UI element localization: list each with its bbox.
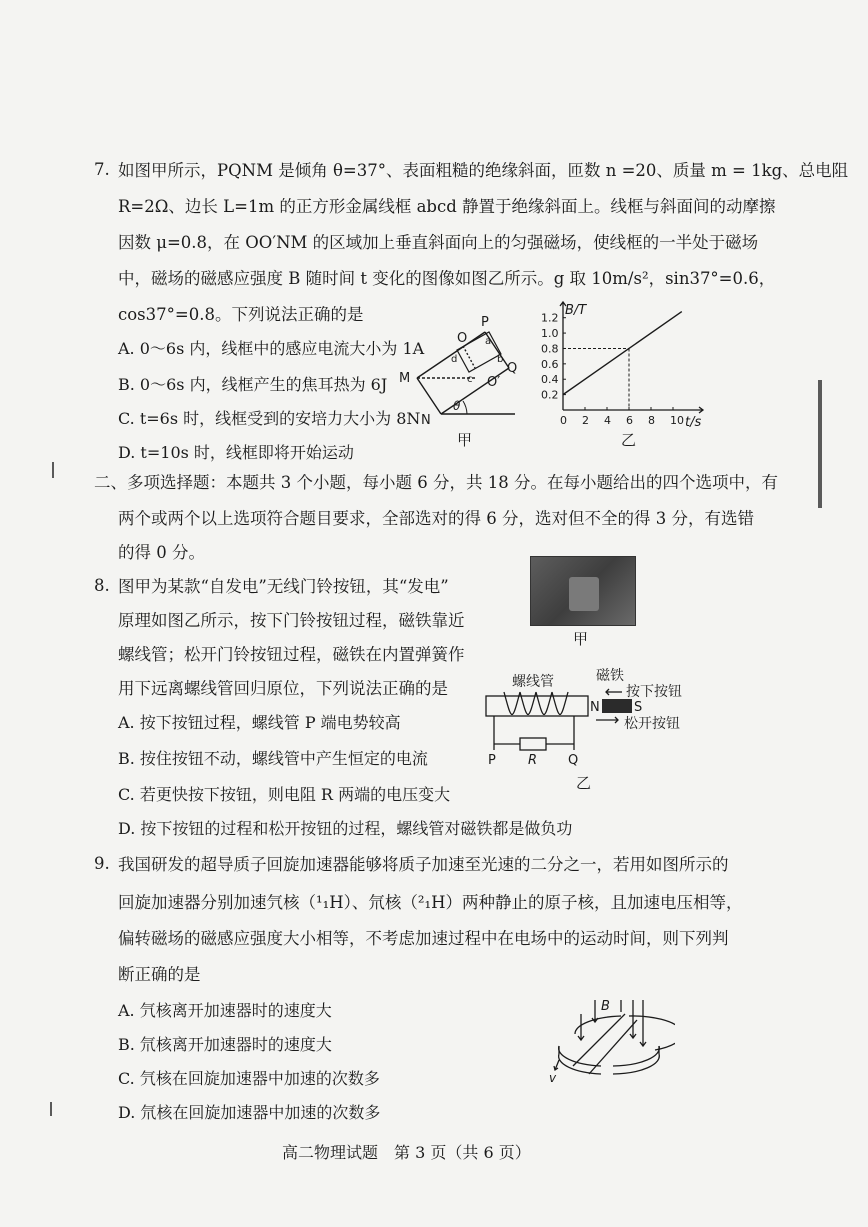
magnet-label: 磁铁 (596, 668, 624, 684)
figure-caption: 甲 (457, 431, 473, 449)
label-b: b (497, 354, 504, 365)
question-text-line: 中，磁场的磁感应强度 B 随时间 t 变化的图像如图乙所示。g 取 10m/s²，sin37°=0.6， (118, 269, 776, 288)
cyclotron-figure (545, 994, 675, 1090)
x-tick-label: 10 (670, 414, 684, 427)
label-theta: θ (453, 399, 461, 413)
magnet-body (602, 699, 632, 713)
question-text-line: 偏转磁场的磁感应强度大小相等，不考虑加速过程中在电场中的运动时间，则下列判 (118, 929, 729, 948)
series-line (563, 312, 682, 395)
question-text-line: 回旋加速器分别加速氕核（¹₁H）、氘核（²₁H）两种静止的原子核，且加速电压相等， (118, 893, 743, 912)
question-text-line: 断正确的是 (118, 965, 201, 984)
figure-caption: 甲 (573, 630, 589, 648)
x-tick-label: 0 (560, 414, 567, 427)
option-c: C. 若更快按下按钮，则电阻 R 两端的电压变大 (118, 785, 451, 804)
section-text-line: 两个或两个以上选项符合题目要求，全部选对的得 6 分，选对但不全的得 3 分，有选错 (118, 509, 754, 528)
question-text-line: 螺线管；松开门铃按钮过程，磁铁在内置弹簧作 (118, 645, 465, 664)
terminal-q-label: Q (568, 753, 579, 768)
option-d: D. t=10s 时，线框即将开始运动 (118, 443, 354, 462)
terminal-p-label: P (488, 753, 496, 768)
question-text-line: 因数 μ=0.8，在 OO′NM 的区域加上垂直斜面向上的匀强磁场，使线框的一半处于磁场 (118, 233, 759, 252)
solenoid-label: 螺线管 (512, 674, 554, 690)
figure-caption: 乙 (621, 431, 637, 449)
x-axis-label: t/s (685, 415, 702, 430)
question-text-line: 如图甲所示，PQNM 是倾角 θ=37°、表面粗糙的绝缘斜面，匝数 n =20、质量 m = 1kg、总电阻 (118, 161, 849, 180)
option-c: C. t=6s 时，线框受到的安培力大小为 8N (118, 409, 421, 428)
question-text-line: 原理如图乙所示，按下门铃按钮过程，磁铁靠近 (118, 611, 465, 630)
y-tick-label: 0.4 (541, 373, 559, 387)
scan-edge-mark (50, 1102, 52, 1116)
y-axis-label: B/T (565, 303, 587, 318)
x-tick-label: 4 (604, 414, 611, 427)
option-a: A. 按下按钮过程，螺线管 P 端电势较高 (118, 713, 401, 732)
option-b: B. 0～6s 内，线框产生的焦耳热为 6J (118, 375, 388, 394)
question-text-line: R=2Ω、边长 L=1m 的正方形金属线框 abcd 静置于绝缘斜面上。线框与斜面间的动摩擦 (118, 197, 776, 216)
option-b: B. 按住按钮不动，螺线管中产生恒定的电流 (118, 749, 428, 768)
section-text-line: 的得 0 分。 (118, 543, 205, 562)
option-d: D. 按下按钮的过程和松开按钮的过程，螺线管对磁铁都是做负功 (118, 819, 573, 838)
release-label: 松开按钮 (624, 716, 680, 732)
y-tick-label: 0.8 (541, 342, 559, 356)
label-a: a (485, 336, 492, 347)
b-label: B (601, 999, 610, 1014)
solenoid-circuit (478, 662, 708, 792)
y-tick-label: 1.2 (541, 311, 559, 325)
v-label: v (549, 1071, 557, 1085)
magnet-s-label: S (634, 700, 643, 715)
figure-caption: 乙 (576, 774, 592, 792)
label-c: c (467, 374, 473, 385)
question-text-line: 我国研发的超导质子回旋加速器能够将质子加速至光速的二分之一，若用如图所示的 (118, 855, 729, 874)
option-b: B. 氘核离开加速器时的速度大 (118, 1035, 332, 1054)
y-tick-label: 0.2 (541, 388, 559, 402)
label-n: N (421, 413, 431, 428)
label-o: O (457, 331, 468, 346)
press-label: 按下按钮 (626, 684, 682, 700)
resistor-label: R (528, 753, 538, 768)
magnet-n-label: N (590, 700, 600, 715)
scan-edge-mark (818, 380, 822, 508)
label-p: P (481, 315, 489, 330)
option-d: D. 氘核在回旋加速器中加速的次数多 (118, 1103, 381, 1122)
y-tick-label: 0.6 (541, 357, 559, 371)
question-number: 9. (94, 854, 110, 873)
doorbell-photo (530, 556, 636, 626)
question-text-line: 图甲为某款“自发电”无线门铃按钮，其“发电” (118, 577, 449, 596)
label-d: d (451, 354, 458, 365)
section-text-line: 二、多项选择题：本题共 3 个小题，每小题 6 分，共 18 分。在每小题给出的四个选项中，有 (94, 473, 778, 492)
b-t-graph (535, 300, 710, 460)
x-tick-label: 6 (626, 414, 633, 427)
question-text-line: 用下远离螺线管回归原位，下列说法正确的是 (118, 679, 448, 698)
x-tick-label: 8 (648, 414, 655, 427)
label-o-prime: O′ (487, 375, 501, 390)
option-a: A. 氕核离开加速器时的速度大 (118, 1001, 332, 1020)
question-number: 7. (94, 160, 110, 179)
page-footer: 高二物理试题 第 3 页（共 6 页） (282, 1143, 531, 1162)
label-q: Q (507, 361, 518, 376)
incline-figure (395, 310, 525, 460)
label-m: M (399, 371, 411, 386)
button-shape (569, 577, 599, 611)
y-tick-label: 1.0 (541, 327, 559, 341)
scan-edge-mark (52, 462, 54, 478)
option-a: A. 0～6s 内，线框中的感应电流大小为 1A (118, 339, 425, 358)
option-c: C. 氕核在回旋加速器中加速的次数多 (118, 1069, 380, 1088)
question-number: 8. (94, 576, 110, 595)
x-tick-label: 2 (582, 414, 589, 427)
question-text-line: cos37°=0.8。下列说法正确的是 (118, 305, 364, 324)
